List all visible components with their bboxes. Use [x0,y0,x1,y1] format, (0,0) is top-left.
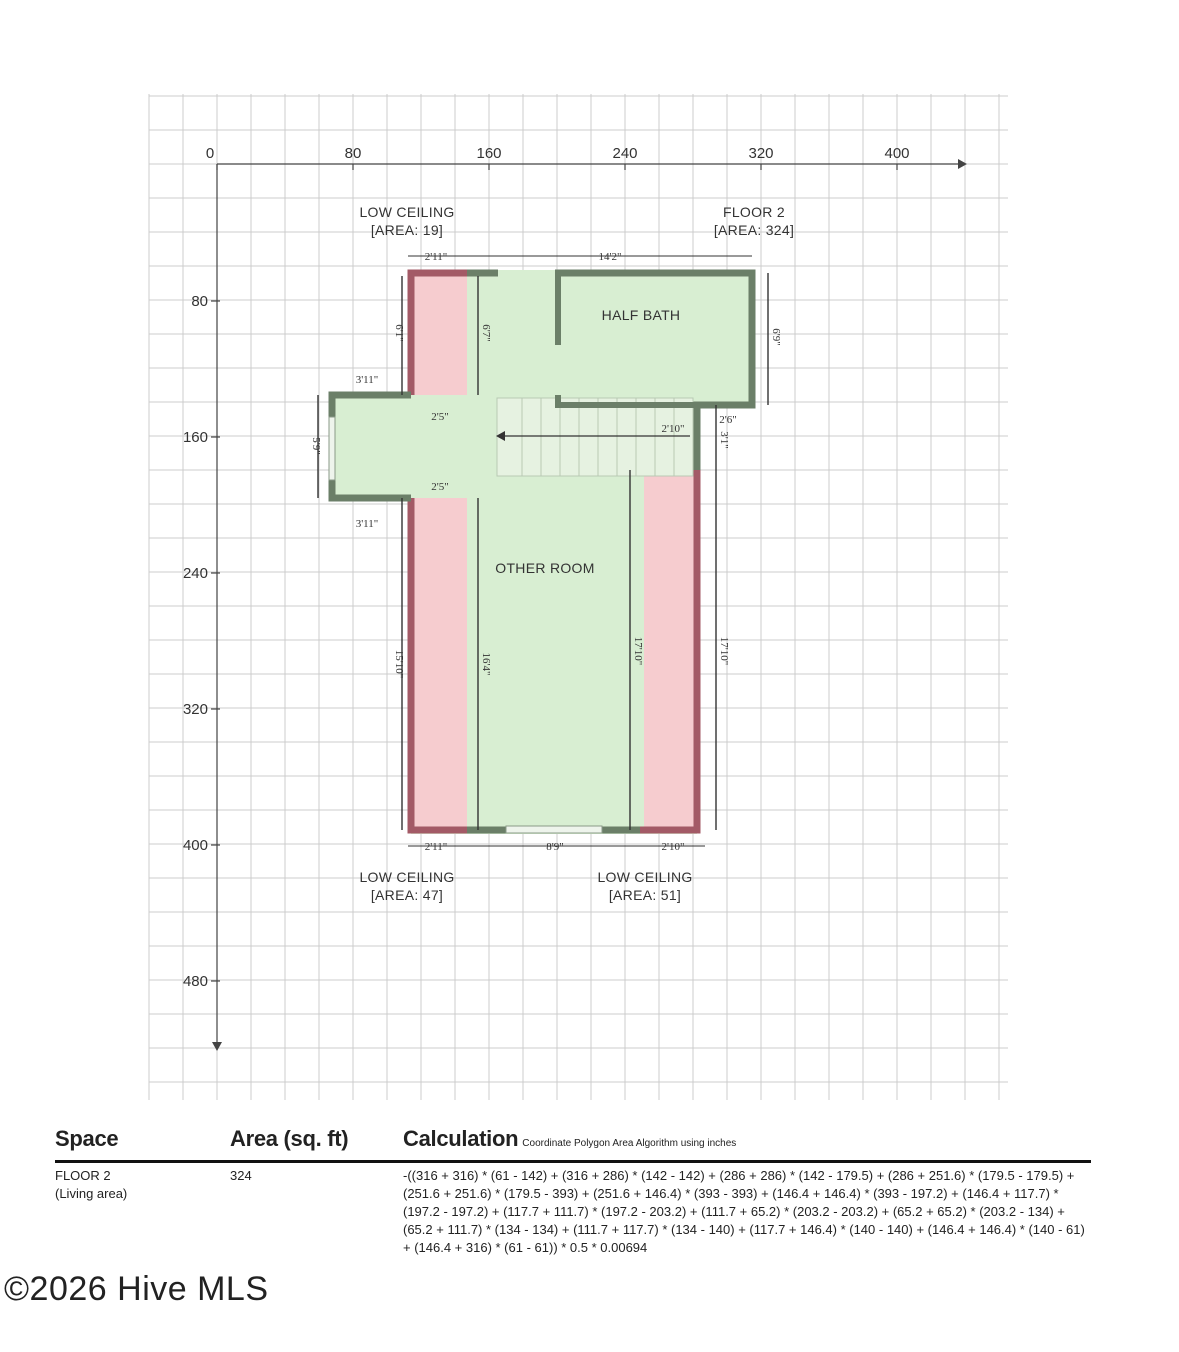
other-room-label: OTHER ROOM [495,560,595,576]
room-fills [332,270,752,834]
space-header: Space [55,1126,119,1151]
y-tick-label: 480 [182,973,208,990]
table-header-row [55,1126,1091,1163]
y-tick-label: 240 [182,565,208,582]
space-subtitle: (Living area) [55,1186,128,1201]
dim-bottom-middle-width: 8'9" [546,841,564,853]
watermark: ©2026 Hive MLS [4,1270,269,1308]
y-tick-label: 320 [182,701,208,718]
calculation-table [55,1126,1091,1283]
x-tick-label: 400 [884,145,910,162]
dim-left-lower-height: 15'10" [393,649,405,679]
dim-hall-top-width: 2'5" [431,411,449,423]
dim-right-step: 2'6" [719,414,737,426]
dim-right-low-ceiling-top: 2'10" [661,423,685,435]
dim-left-green-height: 6'7" [480,324,492,342]
low-ceiling-bottom-right-area: [AREA: 51] [608,887,682,903]
x-tick-label: 80 [344,145,362,162]
table-row [55,1163,1091,1283]
stairs [497,398,693,476]
dim-right-outer-height: 17'10" [718,636,730,666]
low-ceiling-bottom-right [644,470,697,831]
dim-middle-lower-height: 16'4" [480,652,492,676]
y-tick-label: 160 [182,429,208,446]
floor-area-label: [AREA: 324] [713,222,795,238]
dim-left-bump-height: 5'9" [310,437,322,455]
y-tick-label: 400 [182,837,208,854]
y-axis [183,164,222,1051]
low-ceiling-bottom-right-label: LOW CEILING [597,869,693,885]
calculation-cell: -((316 + 316) * (61 - 142) + (316 + 286) * (142 - 142) + (286 + 286) * (142 - 179.5) + (286 + 251.6) * (179.5 - 179.5) + (251.6 + 251.6) * (179.5 - 393) + (251.6 + 146.4) * (393 - 393) + (146.4 + 146.4) * (393 - 197.2) + (146.4 + 117.7) * (197.2 - 197.2) + (117.7 + 111.7) * (197.2 - 203.2) + (111.7 + 65.2) * (203.2 - 203.2) + (65.2 + 65.2) * (203.2 - 134) + (65.2 + 111.7) * (134 - 134) + (111.7 + 117.7) * (134 - 140) + (117.7 + 146.4) * (140 - 140) + (146.4 + 146.4) * (140 - 61) + (146.4 + 316) * (61 - 61)) * 0.5 * 0.00694 [403,1168,1085,1255]
dim-left-bump-bottom: 3'11" [355,518,379,530]
dim-right-step-height: 3'1" [718,431,730,449]
dim-right-inner-height: 17'10" [632,636,644,666]
dim-bottom-right-width: 2'10" [661,841,685,853]
calculation-note: Coordinate Polygon Area Algorithm using inches [522,1138,737,1149]
low-ceiling-bottom-left-area: [AREA: 47] [370,887,444,903]
x-tick-label: 160 [476,145,502,162]
low-ceiling-top-area: [AREA: 19] [370,222,444,238]
x-tick-label: 320 [748,145,774,162]
low-ceiling-top-left [414,273,467,395]
y-tick-label: 80 [191,293,208,310]
dim-hall-bottom-width: 2'5" [431,481,449,493]
low-ceiling-bottom-left [414,498,467,831]
dim-bottom-left-width: 2'11" [424,841,448,853]
calculation-header [403,1126,736,1152]
dim-half-bath-height: 6'9" [770,328,782,346]
x-tick-label: 0 [205,145,215,162]
dim-left-low-ceiling-height: 6'1" [393,324,405,342]
x-axis [206,145,967,170]
area-header: Area (sq. ft) [230,1126,349,1151]
dim-top-left-width: 2'11" [424,251,448,263]
dim-left-bump-top: 3'11" [355,374,379,386]
space-name: FLOOR 2 [55,1168,111,1183]
space-cell [55,1167,127,1203]
x-tick-label: 240 [612,145,638,162]
floor-label: FLOOR 2 [722,204,786,220]
half-bath-label: HALF BATH [601,307,681,323]
low-ceiling-bottom-left-label: LOW CEILING [359,869,455,885]
dim-top-width: 14'2" [598,251,622,263]
area-cell: 324 [230,1168,252,1183]
calculation-header-label: Calculation [403,1126,519,1151]
low-ceiling-top-label: LOW CEILING [359,204,455,220]
